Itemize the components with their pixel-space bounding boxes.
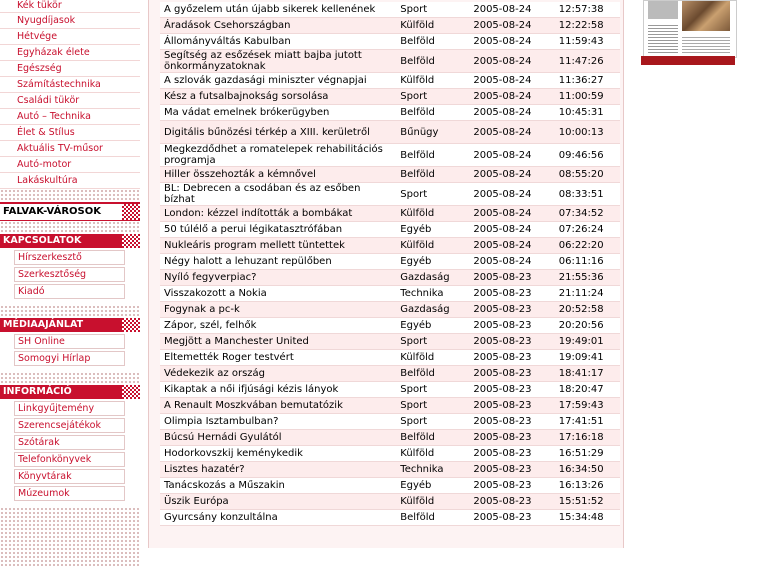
news-time: 21:55:36: [555, 270, 620, 286]
news-title[interactable]: Megjött a Manchester United: [160, 334, 396, 350]
news-time: 10:00:13: [555, 121, 620, 144]
news-row[interactable]: [160, 430, 620, 446]
news-row[interactable]: [160, 366, 620, 382]
news-title[interactable]: Hodorkovszkij keménykedik: [160, 446, 396, 462]
news-time: 19:09:41: [555, 350, 620, 366]
news-time: 17:16:18: [555, 430, 620, 446]
news-title[interactable]: Nyíló fegyverpiac?: [160, 270, 396, 286]
news-date: 2005-08-23: [469, 494, 554, 510]
news-time: 11:59:43: [555, 34, 620, 50]
news-title[interactable]: Kikaptak a női ifjúsági kézis lányok: [160, 382, 396, 398]
informacio-links: [0, 401, 140, 501]
news-time: 20:20:56: [555, 318, 620, 334]
news-title[interactable]: Négy halott a lehuzant repülőben: [160, 254, 396, 270]
news-time: 19:49:01: [555, 334, 620, 350]
news-category: Sport: [396, 414, 469, 430]
news-time: 09:46:56: [555, 144, 620, 167]
news-title[interactable]: Segítség az esőzések miatt bajba jutott önkormányzatoknak: [160, 50, 396, 73]
news-date: 2005-08-23: [469, 366, 554, 382]
news-date: 2005-08-23: [469, 462, 554, 478]
news-category: Bűnügy: [396, 121, 469, 144]
thumbnail-bar: [641, 56, 735, 65]
news-category: Sport: [396, 2, 469, 18]
sidebar-link-szerencsejatekok[interactable]: Szerencsejátékok: [14, 418, 125, 433]
news-time: 18:41:17: [555, 366, 620, 382]
news-category: Egyéb: [396, 478, 469, 494]
news-title[interactable]: Állományváltás Kabulban: [160, 34, 396, 50]
news-title[interactable]: Zápor, szél, felhők: [160, 318, 396, 334]
news-table-body: [160, 2, 620, 526]
news-date: 2005-08-23: [469, 286, 554, 302]
news-row[interactable]: [160, 270, 620, 286]
news-time: 21:11:24: [555, 286, 620, 302]
news-row[interactable]: [160, 462, 620, 478]
sidebar-divider: [0, 221, 140, 234]
news-row[interactable]: [160, 286, 620, 302]
news-date: 2005-08-24: [469, 34, 554, 50]
sidebar-link-egyhazak-elete[interactable]: Egyházak élete: [0, 45, 140, 61]
news-category: Külföld: [396, 446, 469, 462]
news-date: 2005-08-23: [469, 302, 554, 318]
news-time: 16:51:29: [555, 446, 620, 462]
sidebar-link-szamitastechnika[interactable]: Számítástechnika: [0, 77, 140, 93]
news-date: 2005-08-24: [469, 183, 554, 206]
kapcsolatok-heading: [0, 234, 140, 248]
news-time: 16:34:50: [555, 462, 620, 478]
sidebar-link-nyugdijasok[interactable]: Nyugdíjasok: [0, 13, 140, 29]
sidebar-divider: [0, 305, 140, 318]
falvak-varosok-label[interactable]: FALVAK-VÁROSOK: [3, 206, 101, 217]
news-time: 06:22:20: [555, 238, 620, 254]
news-row[interactable]: [160, 50, 620, 73]
news-date: 2005-08-23: [469, 510, 554, 526]
sidebar-link-kek-tukor[interactable]: Kék tükör: [0, 0, 140, 13]
news-time: 17:59:43: [555, 398, 620, 414]
informacio-title: INFORMÁCIÓ: [3, 386, 72, 397]
news-row[interactable]: [160, 302, 620, 318]
news-date: 2005-08-23: [469, 318, 554, 334]
sidebar-link-szotarak[interactable]: Szótárak: [14, 435, 125, 450]
falvak-varosok-heading[interactable]: [0, 202, 140, 221]
sidebar-divider: [0, 507, 140, 567]
sidebar-link-linkgyujtemeny[interactable]: Linkgyűjtemény: [14, 401, 125, 416]
news-category: Technika: [396, 462, 469, 478]
news-category: Sport: [396, 89, 469, 105]
news-date: 2005-08-24: [469, 206, 554, 222]
thumbnail-photo: [682, 1, 730, 31]
news-time: 07:34:52: [555, 206, 620, 222]
news-table: [160, 2, 620, 526]
news-time: 15:34:48: [555, 510, 620, 526]
news-time: 10:45:31: [555, 105, 620, 121]
news-row[interactable]: [160, 222, 620, 238]
news-date: 2005-08-24: [469, 73, 554, 89]
news-date: 2005-08-23: [469, 270, 554, 286]
news-title[interactable]: Búcsú Hernádi Gyulától: [160, 430, 396, 446]
news-title[interactable]: A szlovák gazdasági miniszter végnapjai: [160, 73, 396, 89]
mediaajanlat-title: MÉDIAAJÁNLAT: [3, 319, 84, 330]
sidebar-link-csaladi-tukor[interactable]: Családi tükör: [0, 93, 140, 109]
news-row[interactable]: [160, 18, 620, 34]
news-category: Belföld: [396, 50, 469, 73]
news-row[interactable]: [160, 382, 620, 398]
news-date: 2005-08-24: [469, 222, 554, 238]
sidebar-divider: [0, 372, 140, 385]
news-category: Gazdaság: [396, 302, 469, 318]
news-category: Külföld: [396, 238, 469, 254]
news-time: 15:51:52: [555, 494, 620, 510]
heading-pattern: [122, 318, 140, 332]
sidebar-link-hetvege[interactable]: Hétvége: [0, 29, 140, 45]
news-row[interactable]: [160, 105, 620, 121]
left-sidebar: [0, 0, 140, 548]
news-time: 11:00:59: [555, 89, 620, 105]
news-title[interactable]: Ma vádat emelnek brókerügyben: [160, 105, 396, 121]
news-time: 12:57:38: [555, 2, 620, 18]
news-row[interactable]: [160, 254, 620, 270]
news-category: Külföld: [396, 350, 469, 366]
news-title[interactable]: Eltemették Roger testvért: [160, 350, 396, 366]
news-row[interactable]: [160, 34, 620, 50]
news-date: 2005-08-24: [469, 18, 554, 34]
news-row[interactable]: [160, 510, 620, 526]
news-date: 2005-08-24: [469, 167, 554, 183]
heading-pattern: [122, 234, 140, 248]
sidebar-link-elet-stilus[interactable]: Élet & Stílus: [0, 125, 140, 141]
news-category: Belföld: [396, 34, 469, 50]
news-title[interactable]: Áradások Csehországban: [160, 18, 396, 34]
news-title[interactable]: Digitális bűnözési térkép a XIII. kerületről: [160, 121, 396, 144]
sidebar-link-auto-technika[interactable]: Autó – Technika: [0, 109, 140, 125]
news-title[interactable]: Kész a futsalbajnokság sorsolása: [160, 89, 396, 105]
news-category: Sport: [396, 183, 469, 206]
news-date: 2005-08-23: [469, 414, 554, 430]
news-category: Belföld: [396, 105, 469, 121]
sidebar-divider: [0, 189, 140, 202]
news-row[interactable]: [160, 89, 620, 105]
sidebar-link-konyvtarak[interactable]: Könyvtárak: [14, 469, 125, 484]
news-title[interactable]: Fogynak a pc-k: [160, 302, 396, 318]
news-title[interactable]: Tanácskozás a Műszakin: [160, 478, 396, 494]
news-time: 08:55:20: [555, 167, 620, 183]
news-title[interactable]: Hiller összehozták a kémnővel: [160, 167, 396, 183]
news-category: Egyéb: [396, 222, 469, 238]
news-title[interactable]: Nukleáris program mellett tüntettek: [160, 238, 396, 254]
news-category: Sport: [396, 398, 469, 414]
news-row[interactable]: [160, 350, 620, 366]
news-time: 17:41:51: [555, 414, 620, 430]
news-title[interactable]: Üszik Európa: [160, 494, 396, 510]
news-date: 2005-08-24: [469, 50, 554, 73]
news-category: Belföld: [396, 144, 469, 167]
sidebar-link-szerkesztoseg[interactable]: Szerkesztőség: [14, 267, 125, 282]
news-time: 18:20:47: [555, 382, 620, 398]
news-category: Sport: [396, 334, 469, 350]
news-title[interactable]: London: kézzel indították a bombákat: [160, 206, 396, 222]
news-date: 2005-08-23: [469, 446, 554, 462]
news-category: Gazdaság: [396, 270, 469, 286]
news-category: Belföld: [396, 510, 469, 526]
sidebar-link-sh-online[interactable]: SH Online: [14, 334, 125, 349]
news-time: 11:47:26: [555, 50, 620, 73]
sidebar-link-kiado[interactable]: Kiadó: [14, 284, 125, 299]
news-category: Egyéb: [396, 318, 469, 334]
thumbnail-text: [648, 23, 678, 53]
news-row[interactable]: [160, 121, 620, 144]
news-row[interactable]: [160, 478, 620, 494]
kapcsolatok-links: [0, 250, 140, 299]
news-title[interactable]: Védekezik az ország: [160, 366, 396, 382]
news-title[interactable]: Olimpia Isztambulban?: [160, 414, 396, 430]
news-date: 2005-08-23: [469, 350, 554, 366]
news-category: Belföld: [396, 366, 469, 382]
news-title[interactable]: BL: Debrecen a csodában és az esőben bízhat: [160, 183, 396, 206]
news-category: Belföld: [396, 430, 469, 446]
news-row[interactable]: [160, 318, 620, 334]
sidebar-link-telefonkonyvek[interactable]: Telefonkönyvek: [14, 452, 125, 467]
news-title[interactable]: Gyurcsány konzultálna: [160, 510, 396, 526]
sidebar-link-egeszseg[interactable]: Egészség: [0, 61, 140, 77]
news-row[interactable]: [160, 144, 620, 167]
news-row[interactable]: [160, 414, 620, 430]
news-time: 07:26:24: [555, 222, 620, 238]
informacio-heading: [0, 385, 140, 399]
news-date: 2005-08-23: [469, 478, 554, 494]
news-date: 2005-08-24: [469, 105, 554, 121]
sidebar-link-muzeumok[interactable]: Múzeumok: [14, 486, 125, 501]
heading-pattern: [122, 385, 140, 399]
news-time: 06:11:16: [555, 254, 620, 270]
news-time: 16:13:26: [555, 478, 620, 494]
sidebar-link-aktualis-tv-musor[interactable]: Aktuális TV-műsor: [0, 141, 140, 157]
sidebar-link-hirszerkeszto[interactable]: Hírszerkesztő: [14, 250, 125, 265]
news-category: Technika: [396, 286, 469, 302]
mediaajanlat-links: [0, 334, 140, 366]
news-date: 2005-08-24: [469, 144, 554, 167]
news-date: 2005-08-24: [469, 89, 554, 105]
thumbnail-text: [682, 35, 730, 53]
news-category: Belföld: [396, 167, 469, 183]
news-category: Külföld: [396, 18, 469, 34]
news-title[interactable]: 50 túlélő a perui légikatasztrófában: [160, 222, 396, 238]
news-time: 11:36:27: [555, 73, 620, 89]
news-date: 2005-08-23: [469, 430, 554, 446]
sidebar-link-auto-motor[interactable]: Autó-motor: [0, 157, 140, 173]
news-time: 12:22:58: [555, 18, 620, 34]
news-title[interactable]: Visszakozott a Nokia: [160, 286, 396, 302]
news-category: Sport: [396, 382, 469, 398]
news-row[interactable]: [160, 334, 620, 350]
kapcsolatok-title: KAPCSOLATOK: [3, 235, 82, 246]
news-date: 2005-08-23: [469, 334, 554, 350]
news-title[interactable]: A győzelem után újabb sikerek kellenének: [160, 2, 396, 18]
news-row[interactable]: [160, 494, 620, 510]
mediaajanlat-heading: [0, 318, 140, 332]
news-category: Külföld: [396, 206, 469, 222]
news-title[interactable]: A Renault Moszkvában bemutatózik: [160, 398, 396, 414]
news-time: 20:52:58: [555, 302, 620, 318]
news-category: Külföld: [396, 494, 469, 510]
news-row[interactable]: [160, 183, 620, 206]
news-category: Külföld: [396, 73, 469, 89]
thumbnail-block: [648, 1, 678, 19]
news-date: 2005-08-23: [469, 382, 554, 398]
news-date: 2005-08-24: [469, 254, 554, 270]
news-row[interactable]: [160, 398, 620, 414]
newspaper-thumbnail[interactable]: [643, 0, 737, 58]
sidebar-link-somogyi-hirlap[interactable]: Somogyi Hírlap: [14, 351, 125, 366]
news-date: 2005-08-23: [469, 398, 554, 414]
news-row[interactable]: [160, 206, 620, 222]
news-row[interactable]: [160, 446, 620, 462]
news-row[interactable]: [160, 167, 620, 183]
news-title[interactable]: Lisztes hazatér?: [160, 462, 396, 478]
news-category: Egyéb: [396, 254, 469, 270]
heading-pattern: [122, 204, 140, 220]
news-date: 2005-08-24: [469, 2, 554, 18]
news-time: 08:33:51: [555, 183, 620, 206]
sidebar-link-lakaskultura[interactable]: Lakáskultúra: [0, 173, 140, 189]
news-row[interactable]: [160, 73, 620, 89]
news-title[interactable]: Megkezdődhet a romatelepek rehabilitációs programja: [160, 144, 396, 167]
news-row[interactable]: [160, 2, 620, 18]
news-date: 2005-08-24: [469, 121, 554, 144]
sidebar-top-links: [0, 0, 140, 189]
news-row[interactable]: [160, 238, 620, 254]
news-date: 2005-08-24: [469, 238, 554, 254]
